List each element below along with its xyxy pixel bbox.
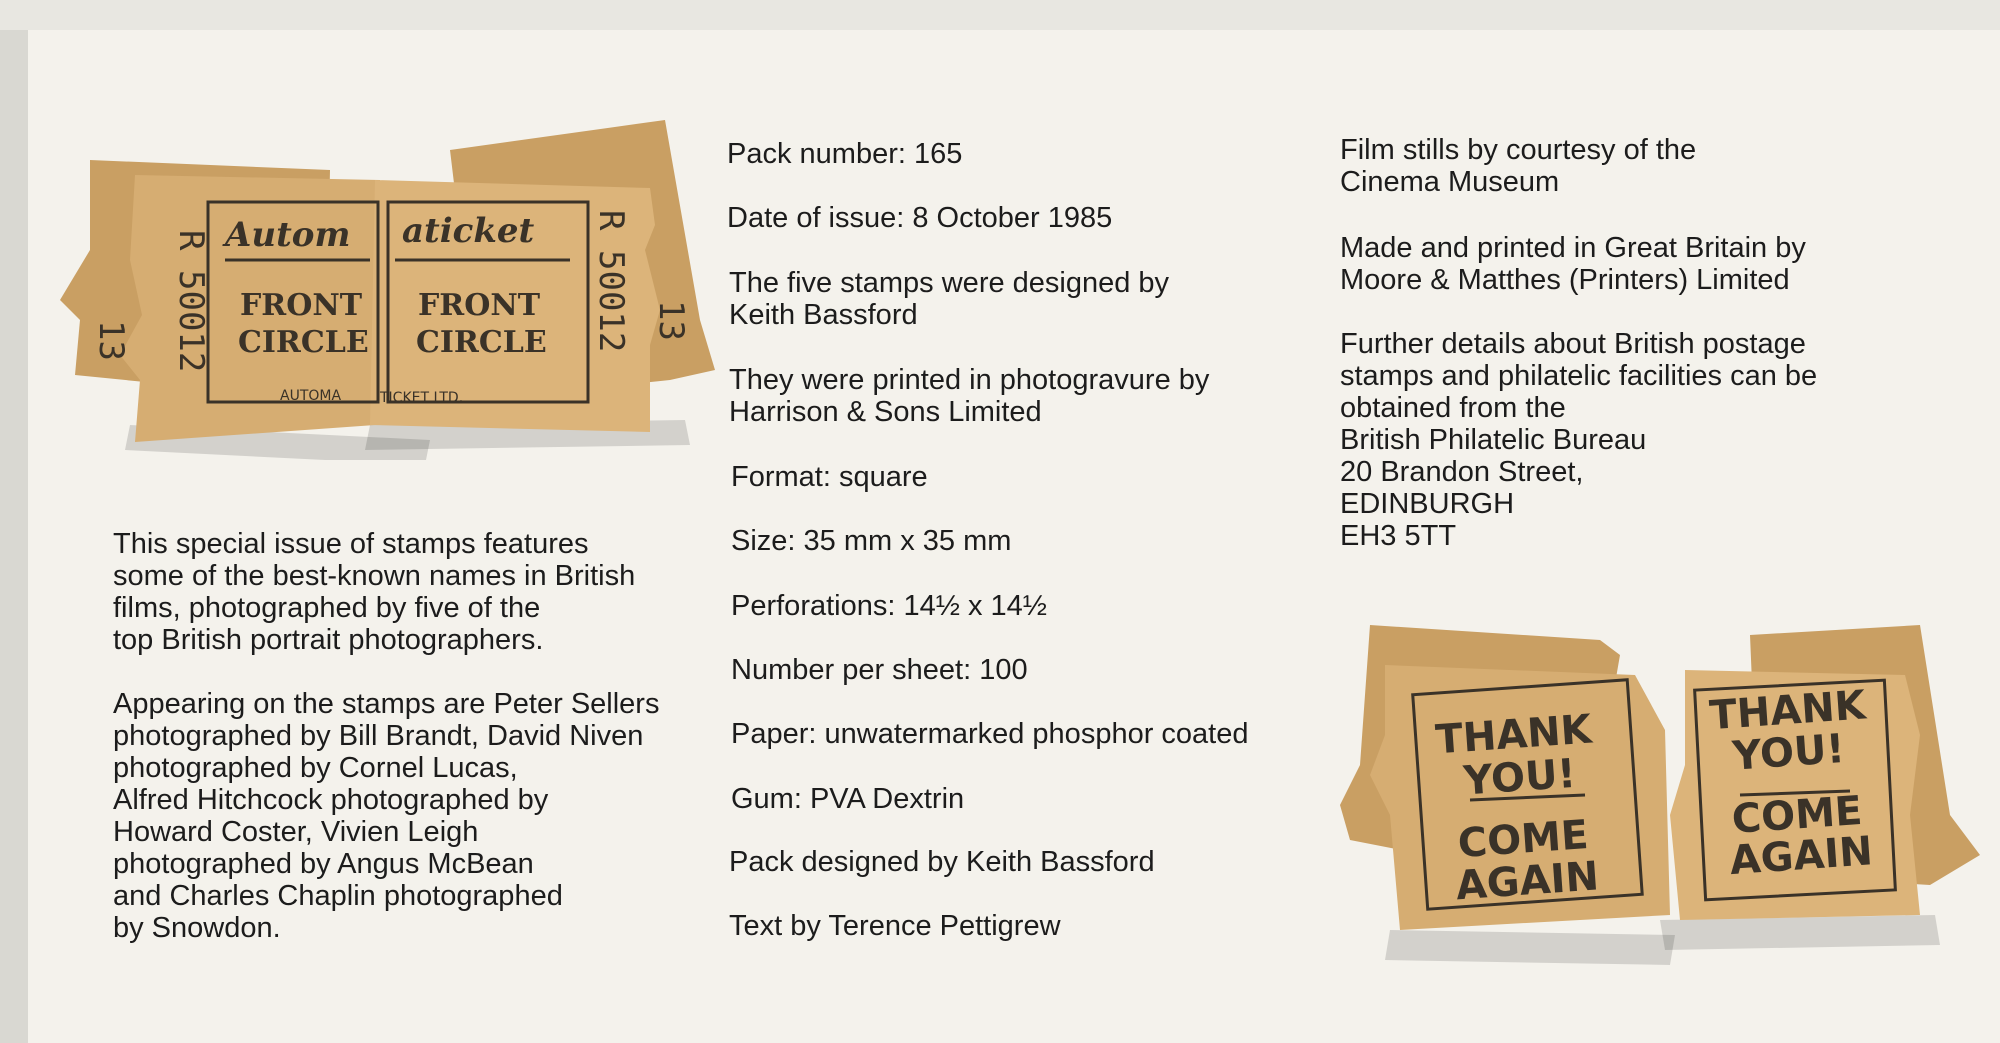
gum-line: Gum: PVA Dextrin xyxy=(731,783,965,815)
ticket-number-right: 50012 xyxy=(591,250,631,353)
number-per-sheet-line: Number per sheet: 100 xyxy=(731,654,1028,686)
pack-number: Pack number: 165 xyxy=(727,138,963,170)
appearing-paragraph: Appearing on the stamps are Peter Sellers photographed by Bill Brandt, David Niven photographed by Cornel Lucas, Alfred Hitchcock photographed by Howard Coster, Vivien Leigh photographed by Angus McBean and Charles Chaplin photographed by Snowdon. xyxy=(113,688,660,944)
ticket-number-left: 50012 xyxy=(171,270,211,373)
ticket-row-right: R xyxy=(591,210,631,231)
made-and-printed: Made and printed in Great Britain by Moore & Matthes (Printers) Limited xyxy=(1340,232,1806,296)
thank-you-tickets-image xyxy=(1330,615,1985,980)
ticket-back-number-right: 13 xyxy=(651,300,691,341)
size-line: Size: 35 mm x 35 mm xyxy=(731,525,1012,557)
scan-top-strip xyxy=(0,0,2000,30)
ticket-circle-left: CIRCLE xyxy=(238,325,369,360)
come-right: COME xyxy=(1730,787,1864,843)
ticket-footer-left: AUTOMA xyxy=(280,388,342,404)
front-circle-tickets-image xyxy=(50,120,730,460)
designer-line: The five stamps were designed by Keith Bassford xyxy=(729,267,1170,331)
ticket-footer-right: TICKET LTD. xyxy=(380,390,464,406)
further-details: Further details about British postage stamps and philatelic facilities can be obtained from the British Philatelic Bureau 20 Brandon Street, EDINBURGH EH3 5TT xyxy=(1340,328,1818,552)
date-of-issue: Date of issue: 8 October 1985 xyxy=(727,202,1113,234)
film-stills-credit: Film stills by courtesy of the Cinema Museum xyxy=(1340,134,1697,198)
again-left: AGAIN xyxy=(1454,853,1601,910)
thank-right: THANK xyxy=(1708,682,1868,740)
intro-paragraph: This special issue of stamps features some of the best-known names in British films, photographed by five of the top British portrait photographers. xyxy=(113,528,636,656)
come-left: COME xyxy=(1456,812,1590,868)
paper-line: Paper: unwatermarked phosphor coated xyxy=(731,718,1249,750)
thank-left: THANK xyxy=(1434,706,1594,764)
ticket-brand-right: aticket xyxy=(402,211,535,251)
ticket-back-number-left: 13 xyxy=(91,320,131,361)
pack-designer-line: Pack designed by Keith Bassford xyxy=(729,846,1155,878)
format-line: Format: square xyxy=(731,461,928,493)
you-right: YOU! xyxy=(1730,725,1847,780)
ticket-brand-left: Autom xyxy=(225,215,351,255)
ticket-front-right: FRONT xyxy=(418,288,541,323)
you-left: YOU! xyxy=(1462,750,1578,805)
again-right: AGAIN xyxy=(1728,828,1875,885)
ticket-circle-right: CIRCLE xyxy=(416,325,547,360)
perforations-line: Perforations: 14½ x 14½ xyxy=(731,590,1047,622)
ticket-front-left: FRONT xyxy=(240,288,363,323)
printer-line: They were printed in photogravure by Harrison & Sons Limited xyxy=(729,364,1210,428)
ticket-row-left: R xyxy=(171,230,211,251)
text-author-line: Text by Terence Pettigrew xyxy=(729,910,1061,942)
